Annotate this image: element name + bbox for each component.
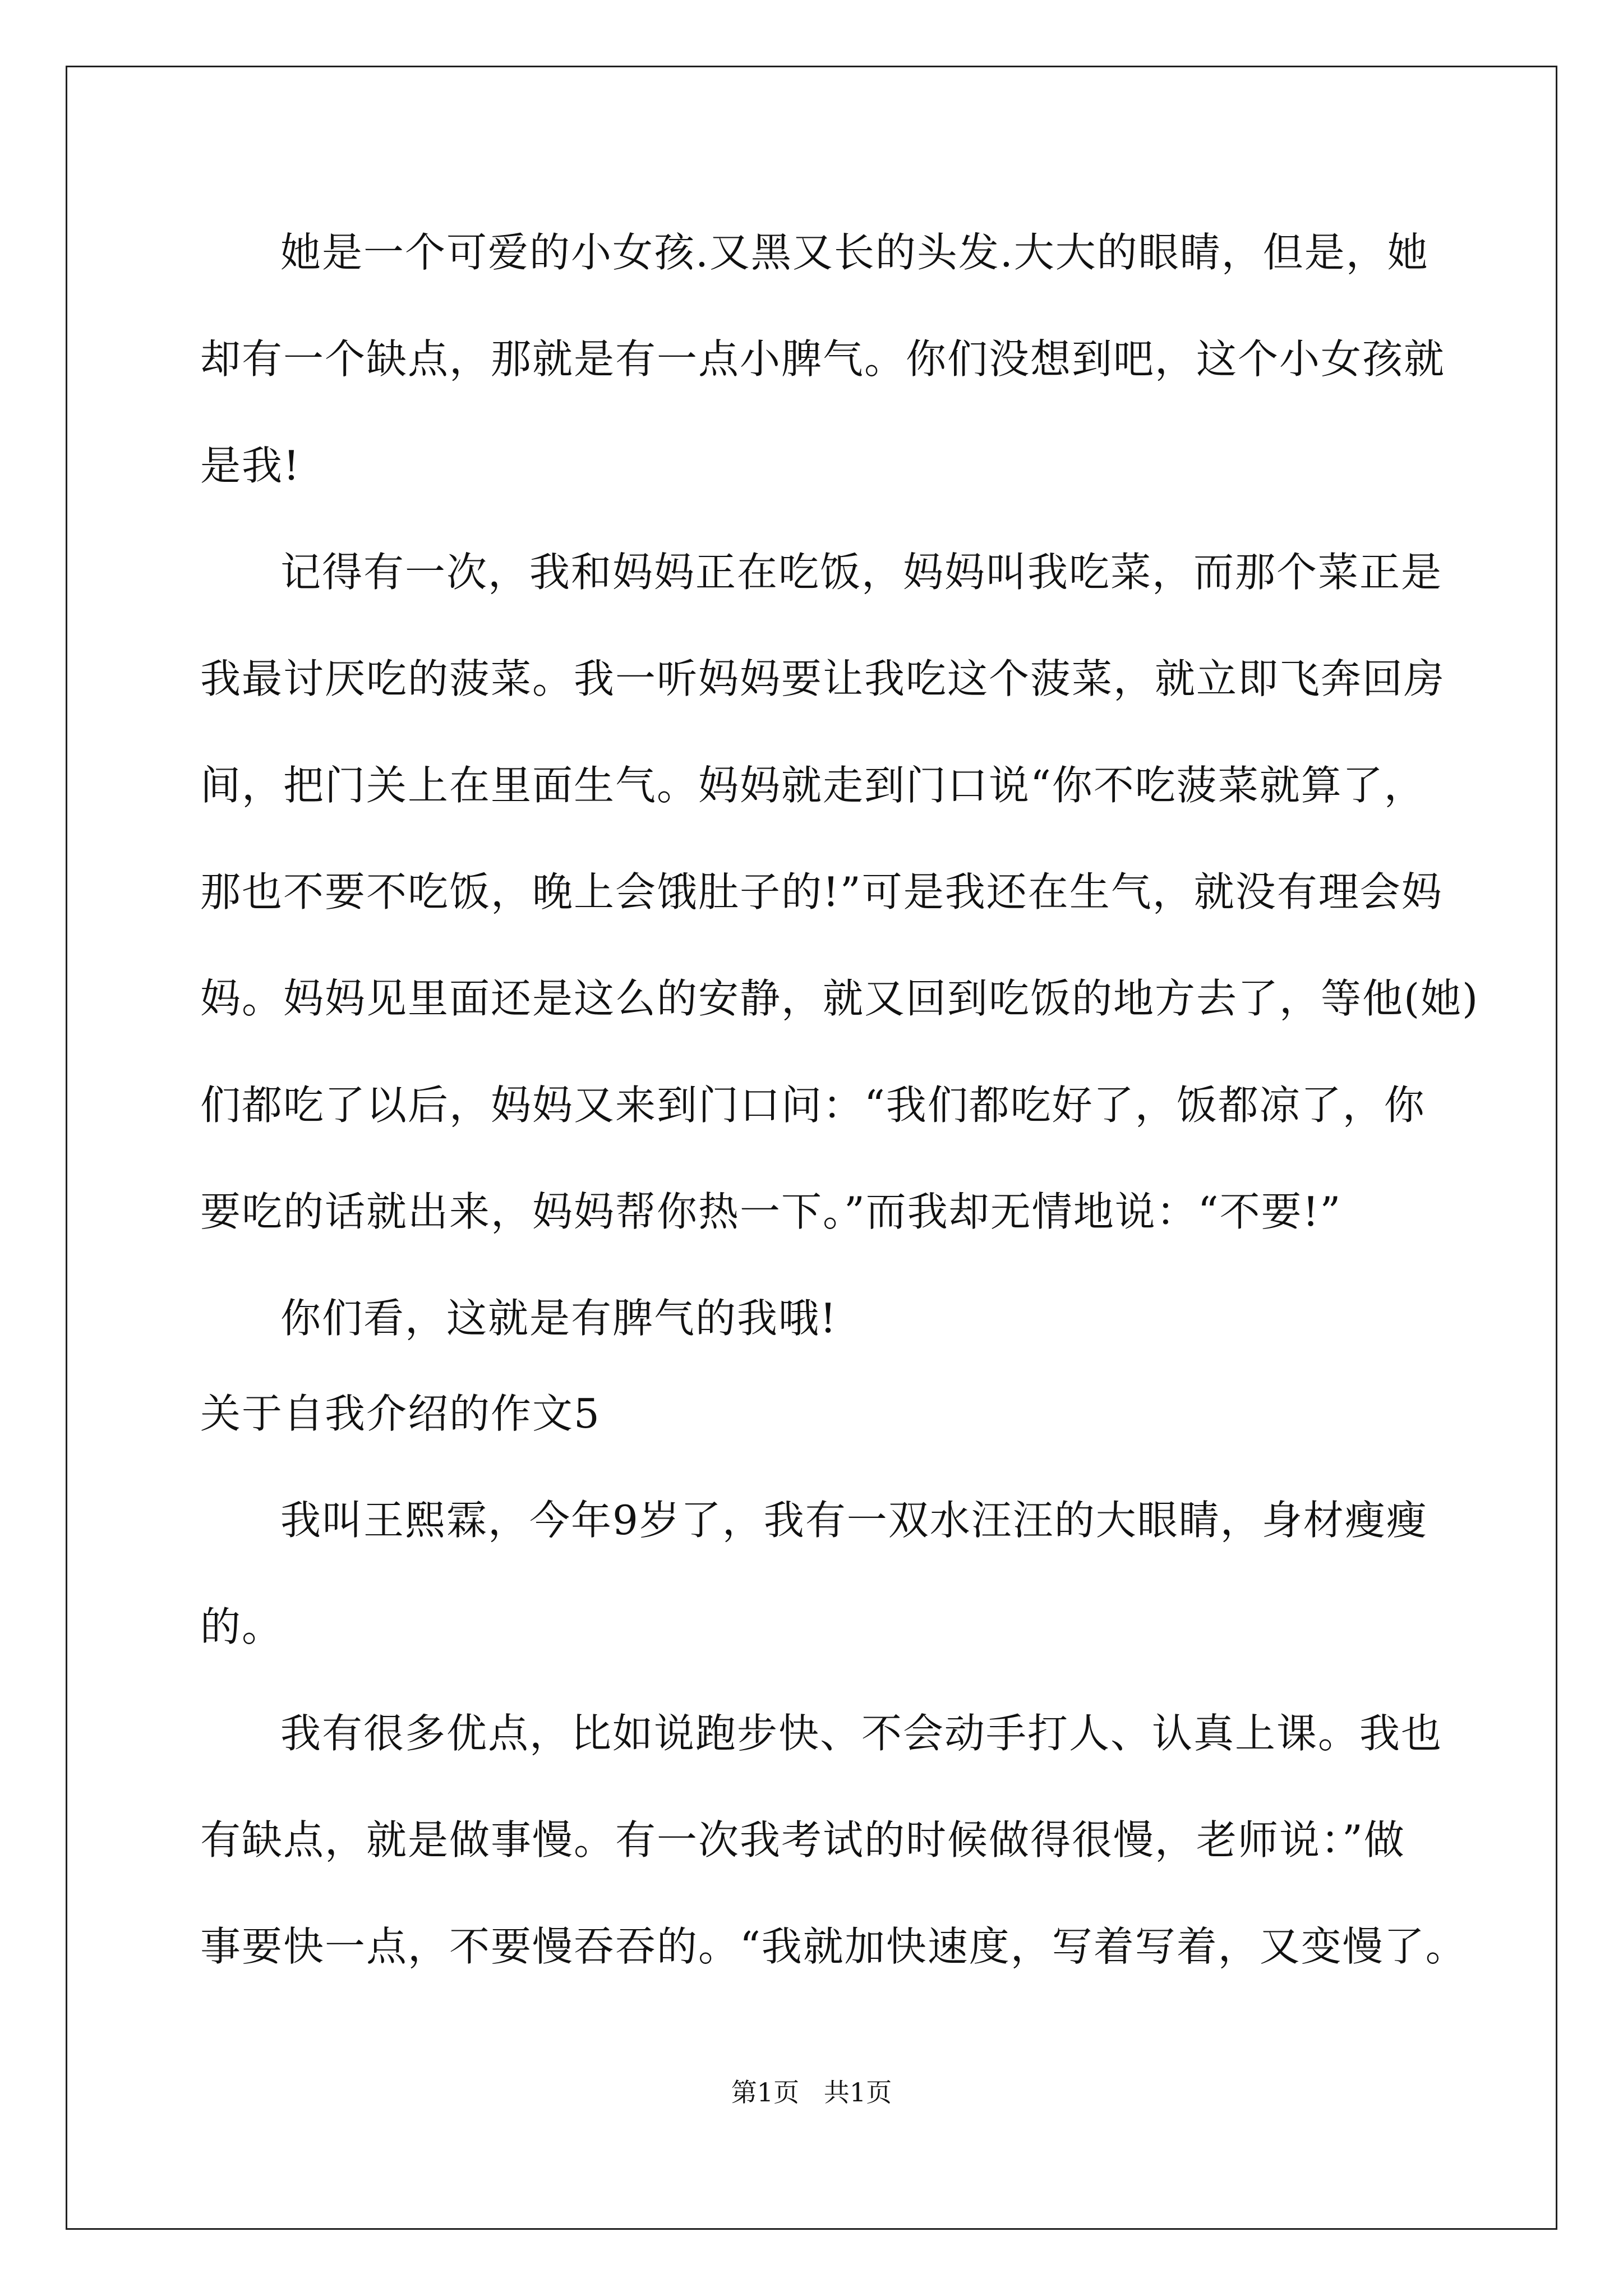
paragraph-5-line-2: 有缺点，就是做事慢。有一次我考试的时候做得很慢，老师说：”做 (200, 1816, 1405, 1864)
paragraph-2-line-5: 妈。妈妈见里面还是这么的安静，就又回到吃饭的地方去了，等他(她) (200, 975, 1479, 1022)
section-heading: 关于自我介绍的作文5 (200, 1390, 601, 1437)
paragraph-1-line-3: 是我! (200, 442, 301, 489)
paragraph-5-line-3: 事要快一点，不要慢吞吞的。“我就加快速度，写着写着，又变慢了。 (200, 1923, 1467, 1970)
paragraph-1-line-1: 她是一个可爱的小女孩.又黑又长的头发.大大的眼睛，但是，她 (280, 229, 1429, 276)
paragraph-2-line-6: 们都吃了以后，妈妈又来到门口问：“我们都吃好了，饭都凉了，你 (200, 1082, 1426, 1129)
page-footer: 第1页 共1页 (731, 2077, 892, 2108)
paragraph-4-line-1: 我叫王熙霖，今年9岁了，我有一双水汪汪的大眼睛，身材瘦瘦 (280, 1497, 1428, 1544)
paragraph-5-line-1: 我有很多优点，比如说跑步快、不会动手打人、认真上课。我也 (280, 1710, 1443, 1757)
paragraph-4-line-2: 的。 (200, 1603, 284, 1650)
paragraph-2-line-7: 要吃的话就出来，妈妈帮你热一下。”而我却无情地说：“不要!” (200, 1188, 1342, 1235)
paragraph-2-line-2: 我最讨厌吃的菠菜。我一听妈妈要让我吃这个菠菜，就立即飞奔回房 (200, 655, 1446, 702)
paragraph-2-line-3: 间，把门关上在里面生气。妈妈就走到门口说“你不吃菠菜就算了， (200, 762, 1426, 809)
page-frame (66, 66, 1557, 2230)
paragraph-3-line-1: 你们看，这就是有脾气的我哦! (280, 1295, 837, 1342)
paragraph-2-line-4: 那也不要不吃饭，晚上会饿肚子的!”可是我还在生气，就没有理会妈 (200, 868, 1443, 915)
paragraph-1-line-2: 却有一个缺点，那就是有一点小脾气。你们没想到吧，这个小女孩就 (200, 335, 1446, 383)
paragraph-2-line-1: 记得有一次，我和妈妈正在吃饭，妈妈叫我吃菜，而那个菜正是 (280, 549, 1443, 596)
